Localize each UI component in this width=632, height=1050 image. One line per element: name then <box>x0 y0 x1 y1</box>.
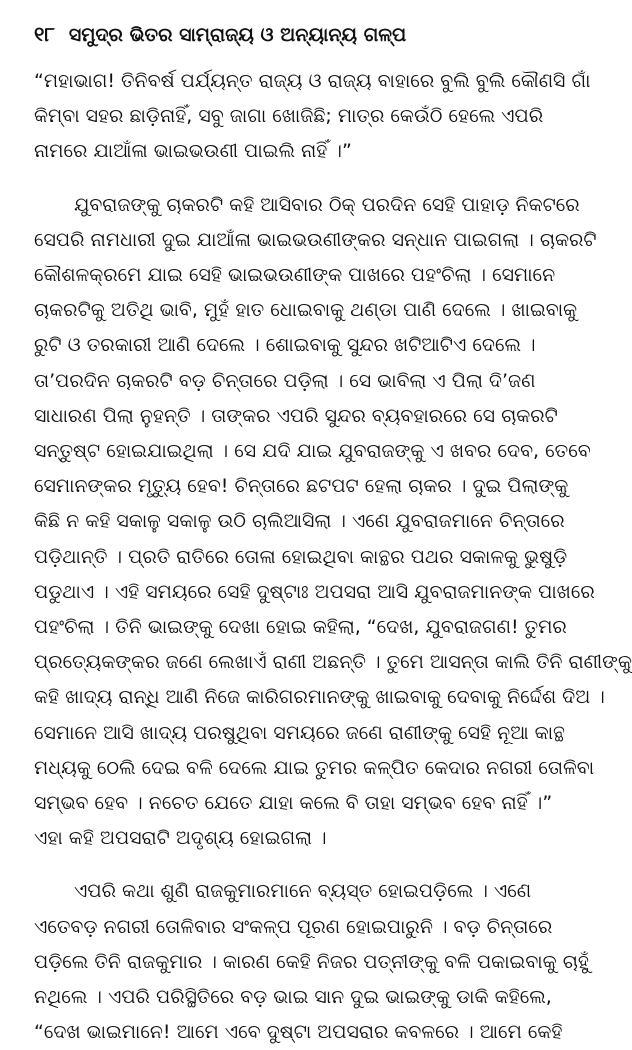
text-line: କିମ୍ବା ସହର ଛାଡ଼ିନାହିଁ, ସବୁ ଜାଗା ଖୋଜିଛି; ମାତ୍ର କେଉଁଠି ହେଲେ ଏପରି <box>34 105 544 128</box>
text-line: ତା’ପରଦିନ ଚାକରଟି ବଡ଼ ଚିନ୍ତାରେ ପଡ଼ିଲା । ସେ ଭାବିଲା ଏ ପିଲା ଦି’ଜଣ <box>34 369 536 392</box>
text-line: କୌଶଳକ୍ରମେ ଯାଇ ସେହି ଭାଇଭଉଣୀଙ୍କ ପାଖରେ ପହଂଚିଲା । ସେମାନେ <box>34 264 556 287</box>
text-line: ପଡ଼ିଥାନ୍ତି । ପ୍ରତି ରାତିରେ ତୋଳା ହୋଇଥିବା କାନ୍ଥର ପଥର ସକାଳକୁ ଭୁଷୁଡ଼ି <box>34 545 568 568</box>
text-line: “ମହାଭାଗ! ତିନିବର୍ଷ ପର୍ଯ୍ୟନ୍ତ ରାଜ୍ୟ ଓ ରାଜ୍ୟ ବାହାରେ ବୁଲି ବୁଲି କୌଣସି ଗାଁ <box>34 70 591 92</box>
text-line: ଯୁବରାଜଙ୍କୁ ଚାକରଟି କହି ଆସିବାର ଠିକ୍ ପରଦିନ ସେହି ପାହାଡ଼ ନିକଟରେ <box>74 193 580 216</box>
text-line: ଏପରି କଥା ଶୁଣି ରାଜକୁମାରମାନେ ବ୍ୟସ୍ତ ହୋଇପଡ଼ିଲେ । ଏଣେ <box>74 880 532 903</box>
page-header <box>34 22 566 46</box>
text-line: କିଛି ନ କହି ସକାଳୁ ସକାଳୁ ଉଠି ଚାଲିଆସିଲା । ଏଣେ ଯୁବରାଜମାନେ ଚିନ୍ତାରେ <box>34 510 565 533</box>
text-line: ସେମାନେ ଆସି ଖାଦ୍ୟ ପରଷୁଥିବା ସମୟରେ ଜଣେ ରାଣୀଙ୍କୁ ସେହି ନୂଆ କାନ୍ଥ <box>34 721 565 744</box>
text-line: ପହଂଚିଲା । ତିନି ଭାଇଙ୍କୁ ଦେଖା ହୋଇ କହିଲା, “ଦେଖ, ଯୁବରାଜଗଣ! ତୁମର <box>34 616 567 639</box>
text-line: ସମ୍ଭବ ହେବ । ନଚେତ ଯେତେ ଯାହା କଲେ ବି ତାହା ସମ୍ଭବ ହେବ ନାହିଁ ।” <box>34 792 553 815</box>
text-line: ସାଧାରଣ ପିଲା ନୁହନ୍ତି । ତାଙ୍କର ଏପରି ସୁନ୍ଦର ବ୍ୟବହାରରେ ସେ ଚାକରଟି <box>34 404 558 427</box>
text-line: ପଡ଼ିଲେ ତିନି ରାଜକୁମାର । କାରଣ କେହି ନିଜର ପତ୍ନୀଙ୍କୁ ବଳି ପକାଇବାକୁ ଚାହୁଁ <box>34 950 589 973</box>
text-line: ଏତେବଡ଼ ନଗରୀ ତୋଳିବାର ସଂକଳ୍ପ ପୂରଣ ହୋଇପାରୁନି । ବଡ଼ ଚିନ୍ତାରେ <box>34 915 553 938</box>
paragraph <box>34 188 632 857</box>
text-line: ସେପରି ନାମଧାରୀ ଦୁଇ ଯାଆଁଳା ଭାଇଭଉଣୀଙ୍କର ସନ୍ଧାନ ପାଇଗଲା । ଚାକରଟି <box>34 228 597 251</box>
text-line: କହି ଖାଦ୍ୟ ରାନ୍ଧି ଆଣି ନିଜେ କାରିଗରମାନଙ୍କୁ ଖାଇବାକୁ ଦେବାକୁ ନିର୍ଦ୍ଦେଶ ଦିଅ । <box>34 686 605 709</box>
paragraph <box>34 64 591 170</box>
paragraph <box>34 874 589 1050</box>
text-line: ସେମାନଙ୍କର ମୃତ୍ୟୁ ହେବ! ଚିନ୍ତାରେ ଛଟପଟ ହେଲା ଚାକର । ଦୁଇ ପିଲାଙ୍କୁ <box>34 475 569 498</box>
text-line: “ଦେଖ ଭାଇମାନେ! ଆମେ ଏବେ ଦୁଷ୍ଟା ଅପସରାର କବଳରେ । ଆମେ କେହି <box>34 1021 563 1044</box>
text-line: ରୁଟି ଓ ତରକାରୀ ଆଣି ଦେଲେ । ଶୋଇବାକୁ ସୁନ୍ଦର ଖଟିଆଟିଏ ଦେଲେ । <box>34 334 536 357</box>
text-line: ଏହା କହି ଅପସରାଟି ଅଦୃଶ୍ୟ ହୋଇଗଲା । <box>34 827 327 850</box>
body-text <box>34 64 632 1050</box>
running-title: ସମୁଦ୍ର ଭିତର ସାମ୍ରାଜ୍ୟ ଓ ଅନ୍ୟାନ୍ୟ ଗଳ୍ପ <box>68 24 407 46</box>
text-line: ସନ୍ତୁଷ୍ଟ ହୋଇଯାଇଥିଲା । ସେ ଯଦି ଯାଇ ଯୁବରାଜଙ୍କୁ ଏ ଖବର ଦେବ, ତେବେ <box>34 440 591 463</box>
text-line: ନଥିଲେ । ଏପରି ପରିସ୍ଥିତିରେ ବଡ଼ ଭାଇ ସାନ ଦୁଇ ଭାଇଙ୍କୁ ଡାକି କହିଲେ, <box>34 986 552 1009</box>
text-line: ନାମରେ ଯାଆଁଳା ଭାଇଭଉଣୀ ପାଇଲି ନାହିଁ ।” <box>34 140 352 163</box>
text-line: ପଡୁଥାଏ । ଏହି ସମୟରେ ସେହି ଦୁଷ୍ଟାଃ ଅପସରା ଆସି ଯୁବରାଜମାନଙ୍କ ପାଖରେ <box>34 580 595 603</box>
text-line: ଚାକରଟିକୁ ଅତିଥି ଭାବି, ମୁହଁ ହାତ ଧୋଇବାକୁ ଥଣ୍ଡା ପାଣି ଦେଲେ । ଖାଇବାକୁ <box>34 299 578 322</box>
page-number: ୧୮ <box>34 22 55 46</box>
text-line: ମଧ୍ୟକୁ ଠେଲି ଦେଇ ବଳି ଦେଲେ ଯାଇ ତୁମର କଳ୍ପିତ କେଦାର ନଗରୀ ତୋଳିବା <box>34 756 595 779</box>
text-line: ପ୍ରତ୍ୟେକଙ୍କର ଜଣେ ଲେଖାଏଁ ରାଣୀ ଅଛନ୍ତି । ତୁମେ ଆସନ୍ତା କାଲି ତିନି ରାଣୀଙ୍କୁ <box>34 651 632 674</box>
